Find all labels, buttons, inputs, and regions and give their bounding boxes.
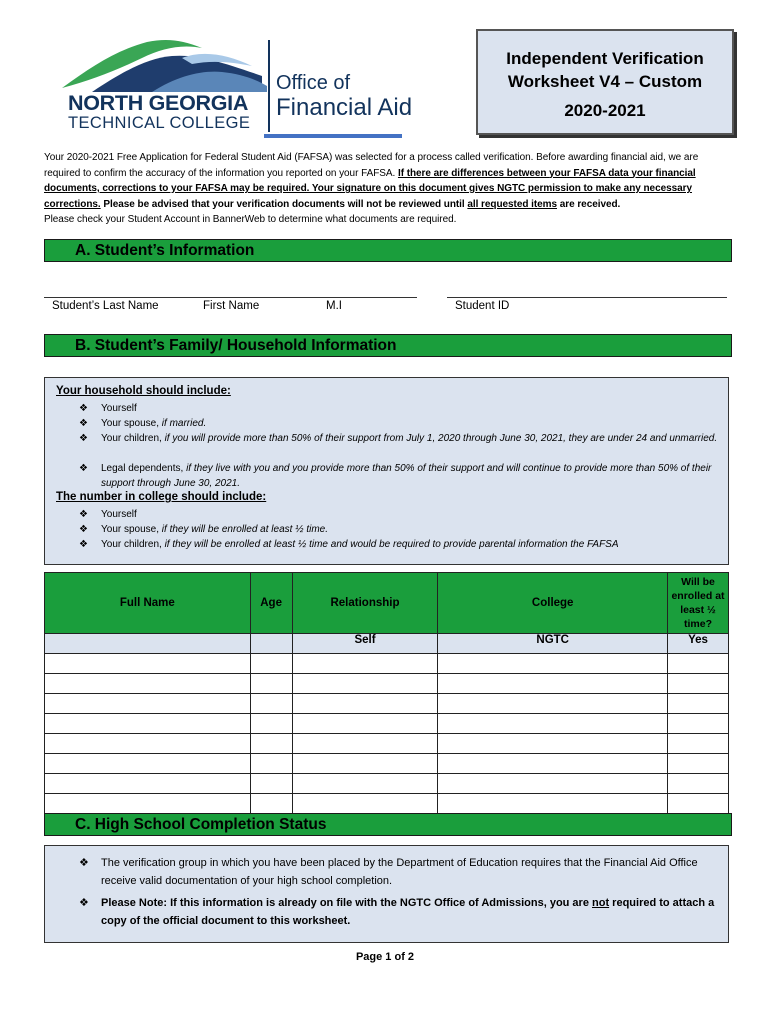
table-cell[interactable] [292,754,438,774]
table-cell[interactable] [438,694,668,714]
section-c-header [44,813,732,836]
table-cell[interactable] [250,754,292,774]
table-row [45,694,729,714]
table-cell[interactable] [668,694,729,714]
award-year: 2020-2021 [564,101,646,120]
table-row [45,674,729,694]
table-row [45,754,729,774]
table-row [45,774,729,794]
table-row [45,794,729,814]
table-row [45,714,729,734]
table-cell[interactable] [250,674,292,694]
hs-item-verification: ❖ The verification group in which you have been placed by the Department of Education requires that the Financial Aid Office receive valid documentation of your high school completion. [79,854,719,890]
table-cell[interactable] [438,754,668,774]
logo-underline [264,134,402,138]
worksheet-title-box [476,29,734,135]
table-cell: NGTC [438,634,668,654]
household-instructions-box: Your household should include: ❖ Yourself ❖ Your spouse, if married. ❖ Your children, if you will provide more than 50% of their support from July 1, 2020 through June 30, 2021, they are under 24 and unmarried. ❖ Legal dependents, if they live with you and you provide more than 50% of their support and will continue to provide more than 50% of their support through June 30, 2021. The number in college should include: ❖ Yourself ❖ Your spouse, if they will be enrolled at least ½ time. ❖ Your children, if they will be enrolled at least ½ time and would be required to provide parental information the FAFSA [44,377,729,565]
diamond-bullet-icon: ❖ [79,539,88,550]
college-subname: TECHNICAL COLLEGE [68,114,251,132]
table-cell[interactable] [438,734,668,754]
table-cell: Self [292,634,438,654]
table-cell[interactable] [668,754,729,774]
intro-review-notice: Please be advised that your verification documents will not be reviewed until [100,198,468,210]
section-b-title: B. Student’s Family/ Household Information [75,337,397,354]
financial-aid-label: Financial Aid [276,94,413,121]
table-cell[interactable] [45,754,251,774]
table-cell[interactable] [250,794,292,814]
diamond-bullet-icon: ❖ [79,433,88,444]
table-cell[interactable] [292,714,438,734]
section-c-title: C. High School Completion Status [75,816,327,833]
household-item-dependents: ❖ Legal dependents, if they live with you and you provide more than 50% of their support and will continue to provide more than 50% of their support through June 30, 2021. [79,463,712,489]
table-cell[interactable] [45,774,251,794]
household-item-children: ❖ Your children, if you will provide more than 50% of their support from July 1, 2020 through June 30, 2021, they are under 24 and unmarried. [79,433,718,444]
table-row [45,654,729,674]
intro-bold-notice: If there are differences between your FAFSA data your financial documents, corrections to your FAFSA may be required. Your signature on this document gives NGTC permission to make any necessary corrections. [44,167,696,210]
intro-paragraph [44,150,734,228]
middle-initial-label: M.I [326,300,342,312]
table-cell[interactable] [292,774,438,794]
section-b-header [44,334,732,357]
table-cell[interactable] [250,734,292,754]
table-cell[interactable] [668,714,729,734]
diamond-bullet-icon: ❖ [79,897,89,909]
mountain-logo-icon [62,36,272,96]
intro-bannerweb: Please check your Student Account in BannerWeb to determine what documents are required. [44,214,457,225]
table-cell[interactable] [45,634,251,654]
ngtc-logo [62,36,413,141]
table-cell[interactable] [438,654,668,674]
table-cell[interactable] [438,714,668,734]
table-cell[interactable] [668,794,729,814]
table-cell[interactable] [250,774,292,794]
college-name: NORTH GEORGIA [68,91,249,115]
table-cell[interactable] [250,714,292,734]
table-cell[interactable] [668,774,729,794]
last-name-label: Student’s Last Name [52,300,159,312]
table-cell[interactable] [45,654,251,674]
intro-text: Your 2020-2021 Free Application for Federal Student Aid (FAFSA) was selected for a process called verification. Before awarding financial aid, we are required to confirm the accuracy of the information you reported on your FAFSA. [44,152,699,179]
intro-requested-items: all requested items [467,198,558,210]
household-header: Your household should include: [56,385,231,397]
table-cell[interactable] [438,674,668,694]
table-cell[interactable] [45,674,251,694]
college-count-header: The number in college should include: [56,491,267,503]
table-cell[interactable] [438,794,668,814]
page-number: Page 1 of 2 [355,951,415,963]
student-id-label: Student ID [455,300,510,312]
col-half-time: Will be enrolled at least ½ time? [668,573,729,634]
title-line-2: Worksheet V4 – Custom [507,72,703,91]
table-cell[interactable] [292,654,438,674]
col-full-name: Full Name [45,573,251,634]
table-cell[interactable] [668,674,729,694]
intro-received: are received. [557,198,621,210]
table-cell[interactable] [250,694,292,714]
table-row [45,734,729,754]
table-cell[interactable] [45,794,251,814]
table-cell[interactable] [250,634,292,654]
table-row [45,634,729,654]
table-cell[interactable] [45,694,251,714]
table-cell[interactable] [45,714,251,734]
col-relationship: Relationship [292,573,438,634]
table-cell[interactable] [292,674,438,694]
table-cell[interactable] [45,734,251,754]
household-table [44,572,729,814]
logo-divider [268,40,270,132]
diamond-bullet-icon: ❖ [79,524,88,535]
diamond-bullet-icon: ❖ [79,418,88,429]
diamond-bullet-icon: ❖ [79,463,88,474]
high-school-box [44,845,729,943]
col-college: College [438,573,668,634]
col-age: Age [250,573,292,634]
table-cell[interactable] [292,694,438,714]
diamond-bullet-icon: ❖ [79,857,89,869]
first-name-label: First Name [203,300,260,312]
diamond-bullet-icon: ❖ [79,403,88,414]
section-a-title: A. Student’s Information [75,242,255,259]
office-label: Office of [276,72,351,94]
student-name-line[interactable] [44,297,417,298]
table-cell[interactable] [668,654,729,674]
table-cell[interactable] [250,654,292,674]
student-id-line[interactable] [447,297,727,298]
table-cell[interactable] [292,734,438,754]
section-a-header [44,239,732,262]
title-line-1: Independent Verification [506,49,704,68]
table-cell[interactable] [292,794,438,814]
table-cell[interactable] [438,774,668,794]
table-cell[interactable] [668,734,729,754]
diamond-bullet-icon: ❖ [79,509,88,520]
hs-item-note: ❖ Please Note: If this information is already on file with the NGTC Office of Admissions, you are not required to attach a copy of the official document to this worksheet. [79,894,719,930]
table-cell: Yes [668,634,729,654]
